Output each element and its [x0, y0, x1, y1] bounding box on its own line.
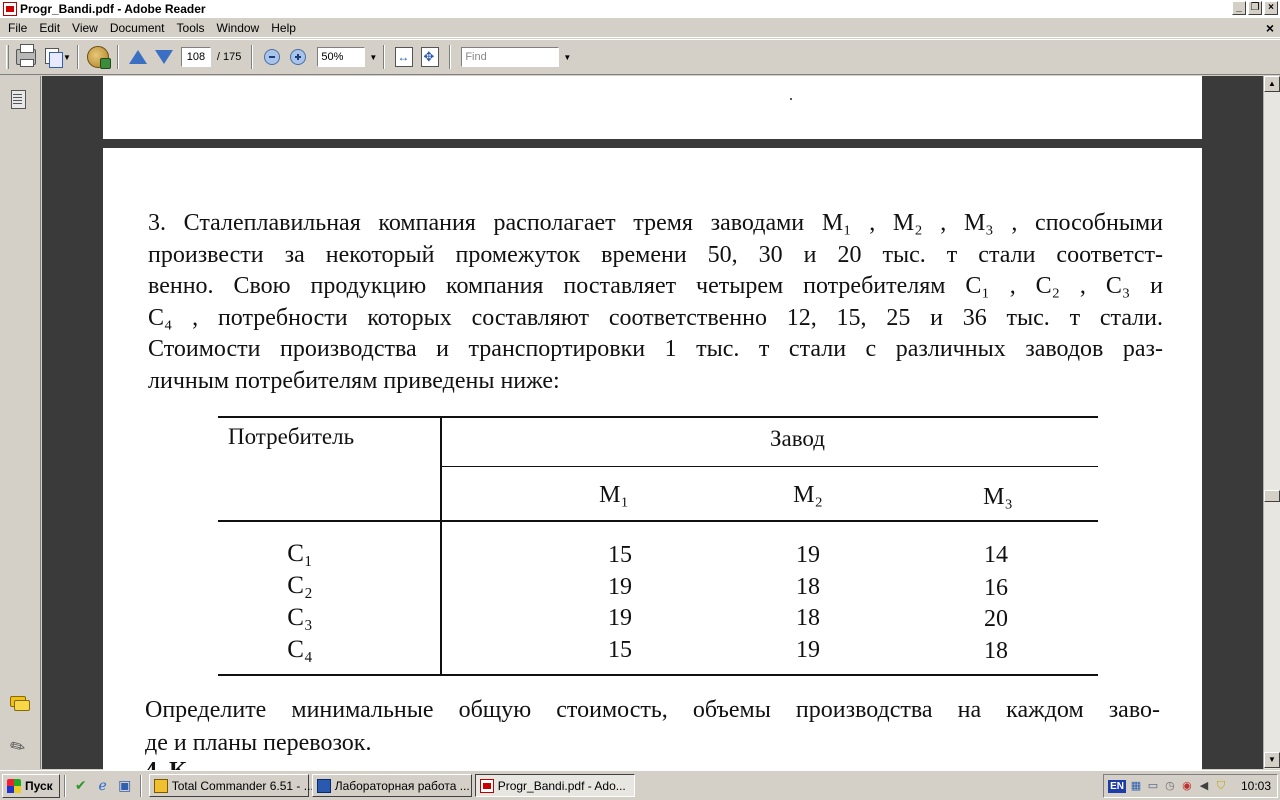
table-vertical-rule	[440, 416, 442, 676]
plant-header: M₃	[983, 484, 1013, 510]
question-line: де и планы перевозок.	[145, 730, 372, 756]
fit-page-button[interactable]	[417, 44, 443, 70]
consumer-header: Потребитель	[228, 424, 355, 449]
windows-flag-icon	[7, 779, 21, 793]
network-icon[interactable]: ▦	[1130, 780, 1142, 792]
problem-line: венно. Свою продукцию компания поставляет четырем потребителям C₁ , C₂ , C₃ и	[148, 273, 1163, 299]
printer-icon	[16, 49, 36, 65]
globe-search-icon	[87, 46, 109, 68]
menu-view[interactable]: View	[72, 20, 98, 35]
problem-line: произвести за некоторый промежуток времени 50, 30 и 20 тыс. т стали соответст-	[148, 241, 1163, 268]
language-indicator[interactable]: EN	[1110, 780, 1124, 792]
quicklaunch-separator	[64, 775, 66, 797]
task-word-document[interactable]	[312, 774, 472, 797]
toolbar	[0, 39, 1280, 75]
task-label: Лабораторная работа ...	[334, 778, 470, 793]
page-speck	[790, 98, 792, 100]
table-cell: 18	[984, 638, 1008, 664]
navigation-pane	[0, 76, 41, 769]
close-button[interactable]: ×	[1264, 1, 1278, 15]
problem-line: C₄ , потребности которых составляют соответственно 12, 15, 25 и 36 тыс. т стали.	[148, 304, 1163, 331]
clock-tray-icon[interactable]: ◷	[1165, 780, 1175, 792]
arrow-down-icon	[155, 50, 173, 64]
total-commander-icon	[154, 779, 168, 793]
scrollbar-thumb[interactable]	[1264, 490, 1280, 502]
table-cell: 18	[796, 574, 820, 600]
table-cell: 20	[984, 606, 1008, 632]
toolbar-separator	[383, 45, 385, 69]
restore-button[interactable]: ❐	[1248, 1, 1262, 15]
question-line: Определите минимальные общую стоимость, объемы производства на каждом заво-	[145, 697, 1160, 723]
arrow-up-icon	[129, 50, 147, 64]
consumer-label: C₃	[287, 604, 313, 631]
scroll-up-arrow-icon[interactable]: ▲	[1264, 76, 1280, 92]
menu-document[interactable]: Document	[109, 20, 165, 35]
question-text	[145, 694, 1160, 760]
pages-panel-icon[interactable]	[10, 90, 28, 110]
paperclip-icon[interactable]: ✎	[6, 734, 30, 760]
table-top-rule	[218, 416, 1098, 418]
zoom-in-icon	[290, 49, 306, 65]
taskbar	[0, 770, 1280, 800]
system-tray	[1103, 774, 1278, 798]
minimize-button[interactable]: _	[1232, 1, 1246, 15]
toolbar-separator	[449, 45, 451, 69]
window-controls	[1232, 1, 1278, 15]
current-page	[103, 148, 1202, 798]
antivirus-icon[interactable]: ◉	[1182, 780, 1192, 792]
find-dropdown-arrow-icon[interactable]: ▼	[563, 52, 572, 62]
internet-explorer-icon[interactable]: ℯ	[98, 777, 107, 793]
toolbar-separator	[117, 45, 119, 69]
table-cell: 19	[608, 605, 632, 631]
page-total: / 175	[216, 51, 242, 63]
zoom-select[interactable]: 50%	[317, 47, 365, 67]
window-title: Progr_Bandi.pdf - Adobe Reader	[20, 2, 206, 16]
clock: 10:03	[1240, 779, 1271, 793]
plant-group-header: Завод	[770, 426, 825, 451]
table-cell: 14	[984, 542, 1008, 568]
cost-table	[218, 416, 1098, 678]
menu-edit[interactable]: Edit	[39, 20, 61, 35]
problem-text	[148, 208, 1163, 397]
word-document-icon	[317, 779, 331, 793]
zoom-out-icon	[264, 49, 280, 65]
task-label: Total Commander 6.51 - ...	[171, 778, 314, 793]
zoom-in-button[interactable]	[285, 44, 311, 70]
menu-file[interactable]: File	[8, 20, 28, 35]
pdf-icon	[480, 779, 494, 793]
table-cell: 19	[608, 574, 632, 600]
scroll-down-arrow-icon[interactable]: ▼	[1264, 752, 1280, 768]
document-close-button[interactable]: ×	[1265, 20, 1274, 36]
consumer-label: C₁	[287, 540, 313, 567]
zoom-out-button[interactable]	[259, 44, 285, 70]
table-cell: 19	[796, 542, 820, 568]
start-label: Пуск	[25, 778, 53, 793]
problem-line: 3. Сталеплавильная компания располагает тремя заводами M₁ , M₂ , M₃ , способными	[148, 210, 1163, 236]
table-cell: 15	[608, 542, 632, 568]
monitor-icon[interactable]: ▭	[1147, 780, 1159, 792]
table-cell: 18	[796, 605, 820, 631]
adobe-reader-icon	[3, 2, 17, 16]
fit-width-button[interactable]	[391, 44, 417, 70]
pages-dropdown-arrow-icon[interactable]: ▼	[63, 52, 71, 62]
menu-window[interactable]: Window	[216, 20, 260, 35]
find-input[interactable]: Find	[461, 47, 559, 67]
table-cell: 15	[608, 637, 632, 663]
document-viewport[interactable]	[42, 76, 1263, 769]
comments-icon[interactable]	[10, 694, 28, 714]
pages-icon	[43, 48, 61, 66]
start-button[interactable]	[2, 774, 60, 798]
fit-page-icon	[421, 47, 439, 67]
title-bar	[0, 0, 1280, 18]
table-header-rule	[218, 520, 1098, 522]
next-page-button[interactable]	[151, 44, 177, 70]
zoom-dropdown-arrow-icon[interactable]: ▼	[369, 52, 378, 62]
page-number-input[interactable]: 108	[181, 47, 211, 67]
table-bottom-rule	[218, 674, 1098, 676]
consumer-label: C₂	[287, 572, 313, 599]
task-label: Progr_Bandi.pdf - Ado...	[497, 778, 626, 793]
toolbar-grip[interactable]	[6, 45, 9, 69]
search-web-button[interactable]	[85, 44, 111, 70]
task-adobe-reader[interactable]	[475, 774, 635, 797]
problem-line: Стоимости производства и транспортировки 1 тыс. т стали с различных заводов раз-	[148, 336, 1163, 362]
volume-icon[interactable]: ◀	[1199, 780, 1209, 792]
consumer-label: C₄	[287, 636, 313, 663]
problem-line: личным потребителям приведены ниже:	[148, 367, 560, 394]
toolbar-separator	[77, 45, 79, 69]
quicklaunch-separator	[140, 775, 142, 797]
previous-page-button[interactable]	[125, 44, 151, 70]
show-desktop-icon[interactable]: ▣	[118, 777, 132, 793]
plant-header: M₂	[793, 482, 823, 508]
security-shield-icon[interactable]: ⛉	[1216, 780, 1226, 792]
print-button[interactable]	[13, 44, 39, 70]
previous-page-bottom	[103, 76, 1202, 139]
menu-help[interactable]: Help	[271, 20, 296, 35]
menu-bar	[0, 18, 1280, 38]
checkmark-quicklaunch-icon[interactable]: ✔	[74, 777, 87, 793]
plant-header: M₁	[599, 482, 629, 508]
pages-button[interactable]	[39, 44, 65, 70]
table-group-rule	[442, 466, 1098, 467]
fit-width-icon	[395, 47, 413, 67]
table-cell: 16	[984, 575, 1008, 601]
toolbar-separator	[251, 45, 253, 69]
task-total-commander[interactable]	[149, 774, 314, 797]
menu-tools[interactable]: Tools	[176, 20, 205, 35]
vertical-scrollbar[interactable]	[1263, 76, 1280, 769]
table-cell: 19	[796, 637, 820, 663]
